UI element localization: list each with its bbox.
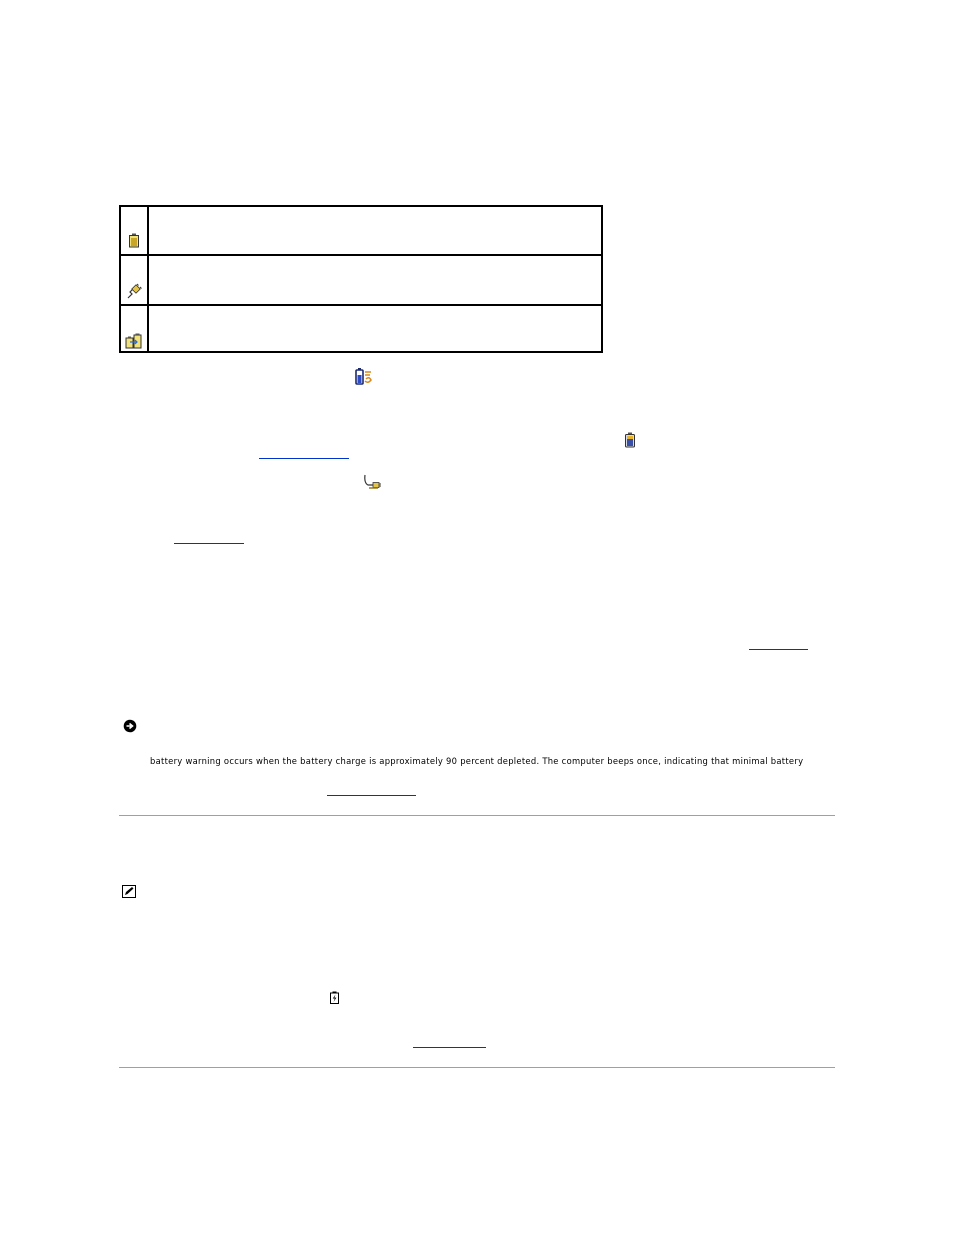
battery-warning-text: battery warning occurs when the battery charge is approximately 90 percent depleted. The computer beeps once, indicating that minimal battery [150,756,804,766]
battery-charging-icon [128,233,140,248]
ac-power-plug-icon [126,283,142,300]
table-column-divider [147,207,149,351]
notice-icon [123,719,137,733]
section-divider [119,815,835,816]
battery-status-icon [624,432,636,448]
link-battery-performance[interactable] [749,649,808,650]
link-power-management[interactable] [174,543,244,544]
link-battery-meter[interactable] [259,458,349,459]
battery-docked-icon [125,333,142,350]
battery-charge-icon [329,991,340,1004]
link-charging-battery[interactable] [413,1047,486,1048]
table-row-divider [121,254,601,256]
power-cord-icon [362,474,382,490]
section-divider [119,1067,835,1068]
battery-meter-icon [355,367,373,386]
table-row-divider [121,304,601,306]
link-power-settings[interactable] [327,795,416,796]
battery-status-table [119,205,603,353]
note-pencil-icon [122,885,136,898]
